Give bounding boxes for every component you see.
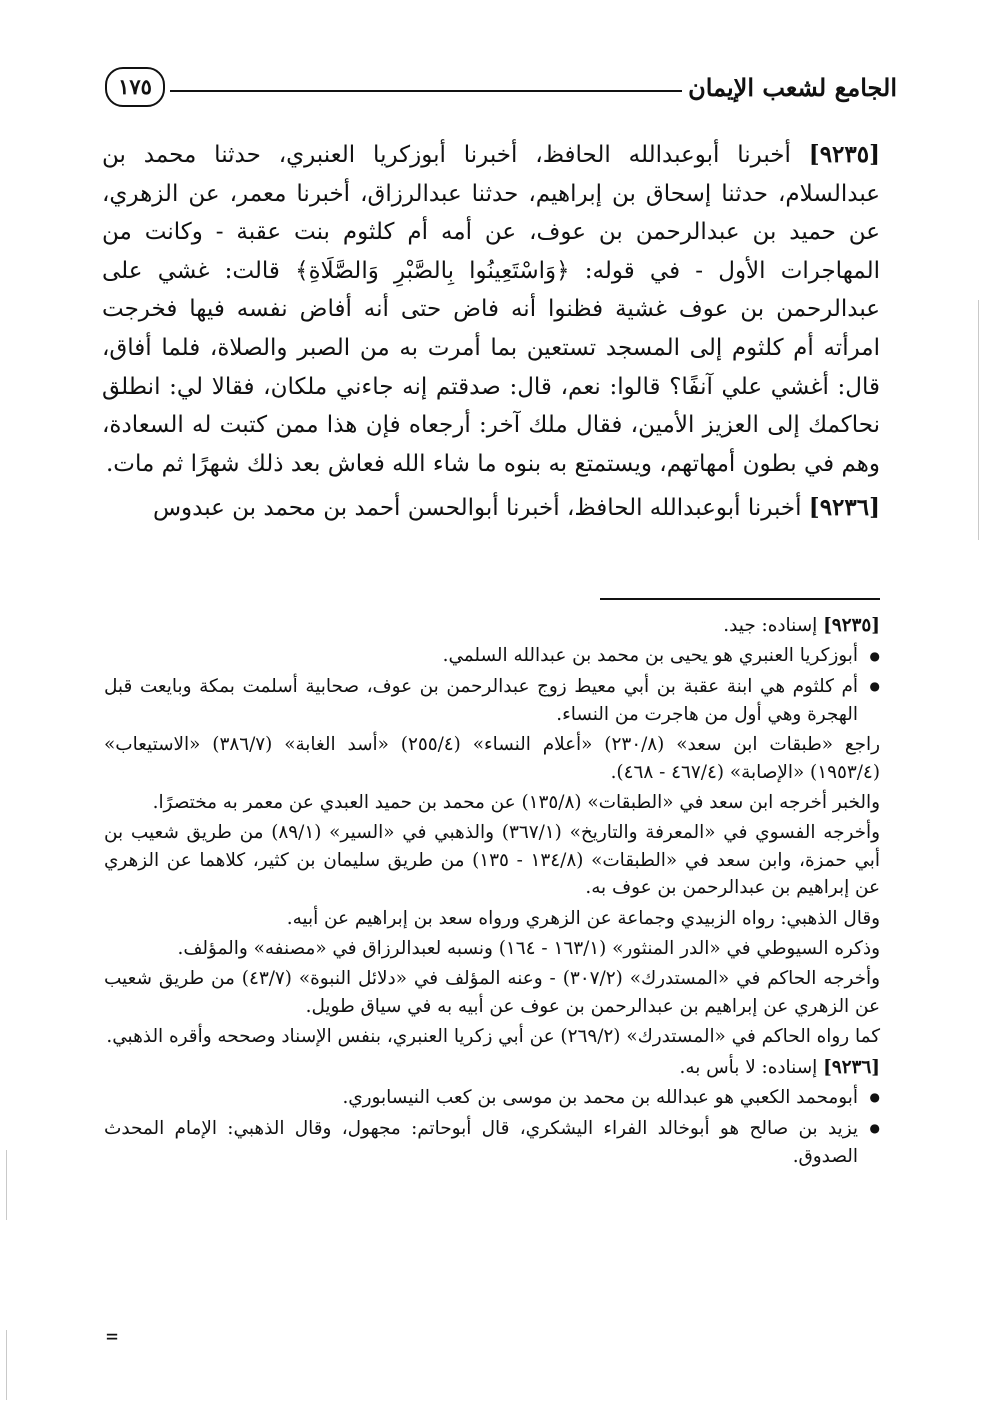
scan-artifact (6, 1150, 7, 1220)
hadith-number: [٩٢٣٥] (808, 141, 880, 168)
footnote-number: [٩٢٣٥] (823, 615, 880, 636)
footnote-number: [٩٢٣٦] (823, 1056, 880, 1078)
footnote-paragraph: راجع «طبقات ابن سعد» (٢٣٠/٨) «أعلام النساء» (٢٥٥/٤) «أسد الغابة» (٣٨٦/٧) «الاستيعاب» (١٩٥٣/٤) «الإصابة» (٤٦٧/٤ - ٤٦٨). (104, 734, 880, 783)
footnote-heading: [٩٢٣٥] إسناده: جيد. (723, 615, 880, 636)
footnote-bullet: ● أبومحمد الكعبي هو عبدالله بن محمد بن موسى بن كعب النيسابوري. (104, 1084, 880, 1112)
footnote-bullet: ● أم كلثوم هي ابنة عقبة بن أبي معيط زوج عبدالرحمن بن عوف، صحابية أسلمت بمكة وبايعت قبل الهجرة وهي أول من هاجرت من النساء. (104, 673, 880, 728)
footnote-paragraph: والخبر أخرجه ابن سعد في «الطبقات» (١٣٥/٨) عن محمد بن حميد العبدي عن معمر به مختصرًا. (152, 792, 880, 814)
footnote-separator (600, 598, 880, 600)
scan-artifact (6, 1330, 7, 1400)
footnote-heading: [٩٢٣٦] إسناده: لا بأس به. (679, 1056, 880, 1078)
footnote-paragraph: وأخرجه الفسوي في «المعرفة والتاريخ» (٣٦٧/١) والذهبي في «السير» (٨٩/١) من طريق شعيب بن أبي حمزة، وابن سعد في «الطبقات» (١٣٤/٨ - ١٣٥) من طريق سليمان بن كثير، كلاهما عن الزهري عن إبراهيم بن عبدالرحمن بن عوف به. (104, 822, 881, 899)
footnote-paragraph: وقال الذهبي: رواه الزبيدي وجماعة عن الزهري ورواه سعد بن إبراهيم عن أبيه. (286, 907, 880, 929)
continuation-mark: = (106, 1324, 119, 1348)
footnote-paragraph: كما رواه الحاكم في «المستدرك» (٢٦٩/٢) عن أبي زكريا العنبري، بنفس الإسناد وصححه وأقره الذهبي. (106, 1026, 880, 1048)
hadith-paragraph (102, 489, 880, 528)
hadith-number: [٩٢٣٦] (808, 494, 880, 522)
running-title: الجامع لشعب الإيمان (688, 73, 897, 102)
page-number: ١٧٥ (105, 67, 165, 107)
footnote-bullet: ● أبوزكريا العنبري هو يحيى بن محمد بن عبدالله السلمي. (104, 642, 880, 670)
footnote-paragraph: وذكره السيوطي في «الدر المنثور» (١٦٣/١ - ١٦٤) ونسبه لعبدالرزاق في «مصنفه» والمؤلف. (177, 938, 880, 960)
footnote-bullet: ● يزيد بن صالح هو أبوخالد الفراء اليشكري، قال أبوحاتم: مجهول، وقال الذهبي: الإمام المحدث الصدوق. (104, 1115, 880, 1170)
footnotes (104, 612, 880, 1170)
hadith-text: أخبرنا أبوعبدالله الحافظ، أخبرنا أبوالحسن أحمد بن محمد بن عبدوس (152, 495, 809, 522)
scan-artifact (978, 300, 979, 540)
main-text (102, 136, 880, 528)
hadith-text: أخبرنا أبوعبدالله الحافظ، أخبرنا أبوزكريا العنبري، حدثنا محمد بن عبدالسلام، حدثنا إسحاق بن إبراهيم، حدثنا عبدالرزاق، أخبرنا معمر، عن الزهري، عن حميد بن عبدالرحمن بن عوف، عن أمه أم كلثوم بنت عقبة - وكانت من المهاجرات الأول - في قوله: ﴿وَاسْتَعِينُوا بِالصَّبْرِ وَالصَّلَاةِ﴾ قالت: غشي على عبدالرحمن بن عوف غشية فظنوا أنه فاض حتى أنه أفاض نفسه فيها فخرجت امرأته أم كلثوم إلى المسجد تستعين بما أمرت به من الصبر والصلاة، فلما أفاق، قال: أغشي علي آنفًا؟ قالوا: نعم، قال: صدقتم إنه جاءني ملكان، فقالا لي: انطلق نحاكمك إلى العزيز الأمين، فقال ملك آخر: أرجعاه فإن هذا ممن كتبت له السعادة، وهم في بطون أمهاتهم، ويستمتع به بنوه ما شاء الله فعاش بعد ذلك شهرًا ثم مات. (102, 142, 880, 477)
header-rule (170, 90, 682, 92)
hadith-paragraph (102, 136, 880, 483)
footnote-paragraph: وأخرجه الحاكم في «المستدرك» (٣٠٧/٢) - وعنه المؤلف في «دلائل النبوة» (٤٣/٧) من طريق شعيب عن الزهري عن إبراهيم بن عبدالرحمن بن عوف عن أبيه به في سياق طويل. (104, 968, 881, 1017)
